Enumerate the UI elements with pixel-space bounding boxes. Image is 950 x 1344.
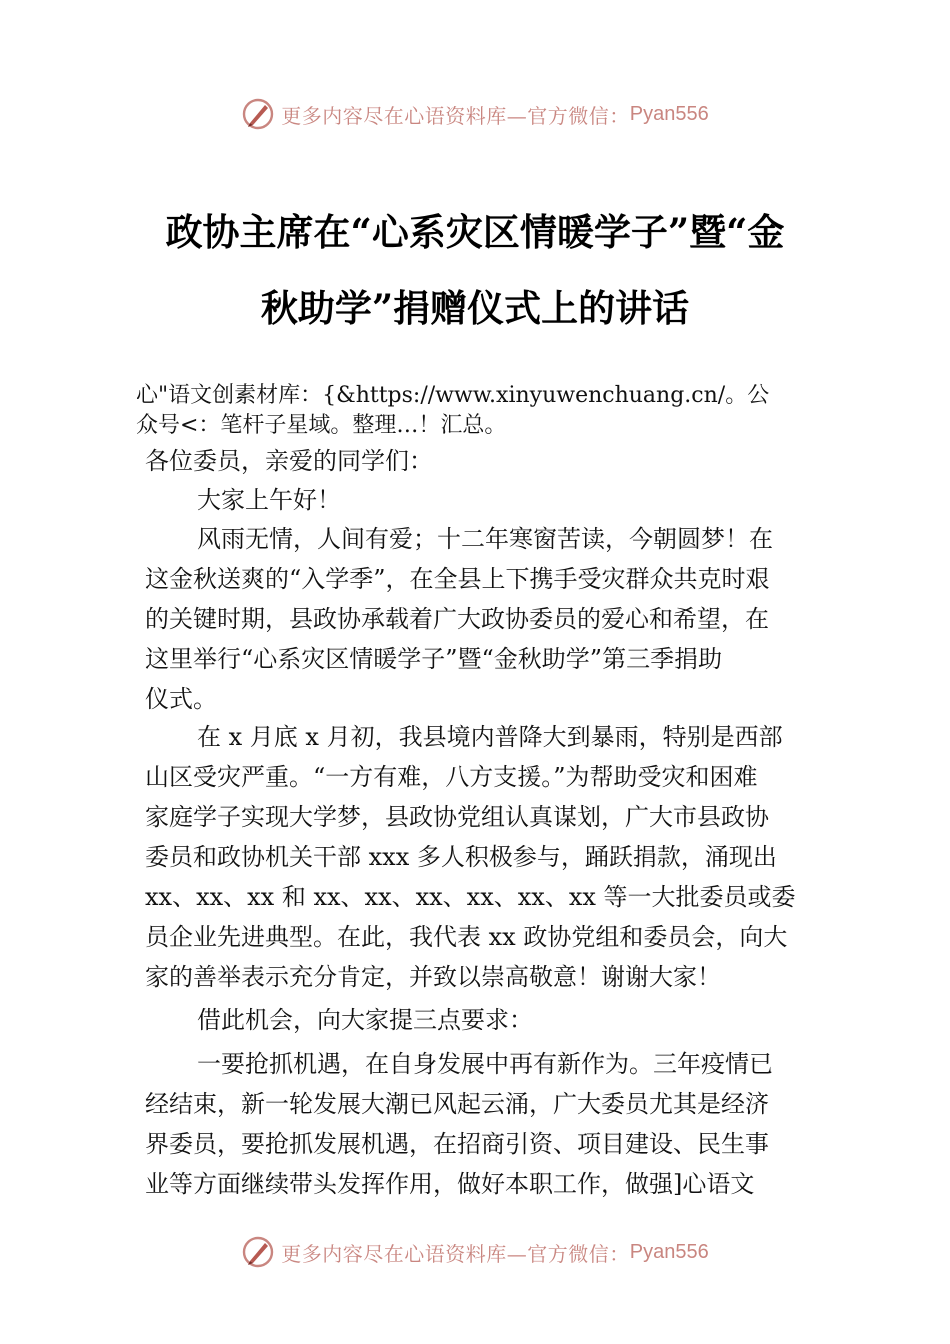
banner-text: 更多内容尽在心语资料库—官方微信： xyxy=(281,103,630,128)
paragraph-2 xyxy=(145,717,825,997)
source-line: 众号<：笔杆子星域。整理…！汇总。 xyxy=(136,413,507,438)
text-line: 这金秋送爽的“入学季”，在全县上下携手受灾群众共克时艰 xyxy=(145,565,770,593)
text-line: 这里举行“心系灾区情暖学子”暨“金秋助学”第三季捐助 xyxy=(145,645,723,673)
greeting xyxy=(145,441,825,481)
text-line: 家的善举表示充分肯定，并致以崇高敬意！谢谢大家！ xyxy=(145,963,721,991)
paragraph-4 xyxy=(145,1044,825,1204)
text-line: 界委员，要抢抓发展机遇，在招商引资、项目建设、民生事 xyxy=(145,1130,769,1158)
text-line: 一要抢抓机遇，在自身发展中再有新作为。三年疫情已 xyxy=(197,1050,773,1078)
document-title-line-2: 秋助学”捐赠仪式上的讲话 xyxy=(260,286,690,330)
text-line: 经结束，新一轮发展大潮已风起云涌，广大委员尤其是经济 xyxy=(145,1090,769,1118)
quill-pen-logo-icon xyxy=(241,1235,275,1269)
hello-line: 大家上午好！ xyxy=(197,486,341,514)
text-line: xx、xx、xx 和 xx、xx、xx、xx、xx、xx 等一大批委员或委 xyxy=(145,883,796,911)
banner-wechat-id: Pyan556 xyxy=(629,1240,709,1263)
text-line: 仪式。 xyxy=(145,685,217,713)
document-title-line-1: 政协主席在“心系灾区情暖学子”暨“金 xyxy=(165,210,785,254)
text-line: 风雨无情，人间有爱；十二年寒窗苦读，今朝圆梦！在 xyxy=(197,525,773,553)
text-line: 的关键时期，县政协承载着广大政协委员的爱心和希望，在 xyxy=(145,605,769,633)
source-note xyxy=(136,381,826,441)
text-line: 在 x 月底 x 月初，我县境内普降大到暴雨，特别是西部 xyxy=(197,723,783,751)
hello-paragraph xyxy=(145,480,825,520)
text-line: 业等方面继续带头发挥作用，做好本职工作，做强]心语文 xyxy=(145,1170,755,1198)
paragraph-3 xyxy=(145,1000,825,1040)
banner-text: 更多内容尽在心语资料库—官方微信： xyxy=(281,1241,630,1266)
text-line: 借此机会，向大家提三点要求： xyxy=(197,1006,533,1034)
quill-pen-logo-icon xyxy=(241,97,275,131)
header-banner xyxy=(0,94,950,134)
greeting-line: 各位委员，亲爱的同学们： xyxy=(145,447,433,475)
text-line: 员企业先进典型。在此，我代表 xx 政协党组和委员会，向大 xyxy=(145,923,788,951)
text-line: 山区受灾严重。“一方有难，八方支援。”为帮助受灾和困难 xyxy=(145,763,758,791)
source-line: 心"语文创素材库：{&https://www.xinyuwenchuang.cn/。公 xyxy=(136,383,770,408)
text-line: 家庭学子实现大学梦，县政协党组认真谋划，广大市县政协 xyxy=(145,803,769,831)
paragraph-1 xyxy=(145,519,825,719)
text-line: 委员和政协机关干部 xxx 多人积极参与，踊跃捐款，涌现出 xyxy=(145,843,777,871)
banner-wechat-id: Pyan556 xyxy=(629,102,709,125)
footer-banner xyxy=(0,1232,950,1272)
